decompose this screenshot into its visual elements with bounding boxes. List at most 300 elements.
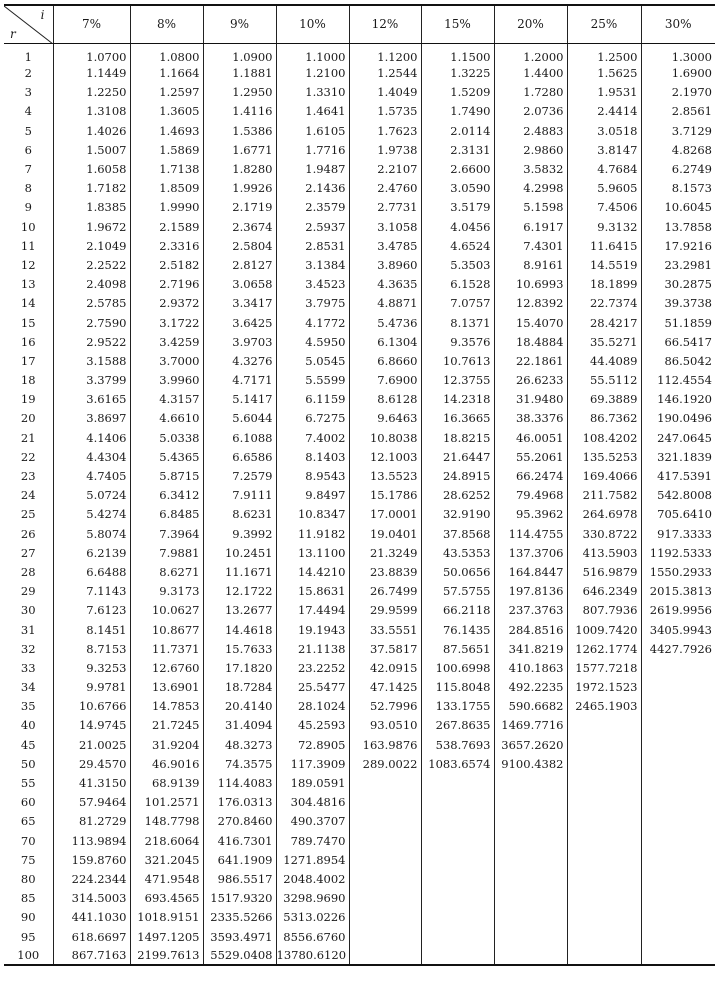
- table-row: [4, 716, 715, 735]
- factor-cell: [567, 754, 641, 773]
- factor-cell: [349, 927, 421, 946]
- factor-cell: 1.3225: [421, 64, 494, 83]
- factor-cell: 3.0658: [203, 275, 276, 294]
- rate-header: 12%: [349, 5, 421, 43]
- factor-cell: 1.1000: [276, 43, 349, 64]
- factor-cell: 72.8905: [276, 735, 349, 754]
- factor-cell: 6.1917: [494, 217, 567, 236]
- factor-cell: 5.0338: [130, 428, 203, 447]
- factor-cell: 1.7716: [276, 140, 349, 159]
- factor-cell: 5.3503: [421, 255, 494, 274]
- factor-cell: 2.7196: [130, 275, 203, 294]
- table-row: [4, 869, 715, 888]
- factor-cell: 5313.0226: [276, 908, 349, 927]
- factor-cell: 6.1528: [421, 275, 494, 294]
- factor-cell: 2.1589: [130, 217, 203, 236]
- factor-cell: 189.0591: [276, 773, 349, 792]
- table-row: [4, 447, 715, 466]
- factor-cell: 133.1755: [421, 697, 494, 716]
- rate-header: 7%: [53, 5, 130, 43]
- factor-cell: 3.7000: [130, 351, 203, 370]
- period-cell: 29: [4, 582, 53, 601]
- factor-cell: [349, 908, 421, 927]
- factor-cell: 26.7499: [349, 582, 421, 601]
- factor-cell: [567, 716, 641, 735]
- table-row: [4, 351, 715, 370]
- corner-cell: [4, 5, 53, 43]
- factor-cell: 14.2318: [421, 390, 494, 409]
- factor-cell: 1.5007: [53, 140, 130, 159]
- factor-cell: 789.7470: [276, 831, 349, 850]
- factor-cell: 542.8008: [641, 486, 715, 505]
- factor-cell: 492.2235: [494, 678, 567, 697]
- factor-cell: 5.6044: [203, 409, 276, 428]
- factor-cell: 19.1943: [276, 620, 349, 639]
- factor-cell: [349, 869, 421, 888]
- factor-cell: 4.3157: [130, 390, 203, 409]
- period-cell: 40: [4, 716, 53, 735]
- table-row: [4, 946, 715, 965]
- factor-cell: 224.2344: [53, 869, 130, 888]
- period-cell: 21: [4, 428, 53, 447]
- factor-cell: [567, 850, 641, 869]
- factor-cell: 211.7582: [567, 486, 641, 505]
- factor-cell: 7.4002: [276, 428, 349, 447]
- factor-cell: 2048.4002: [276, 869, 349, 888]
- table-row: [4, 140, 715, 159]
- table-row: [4, 390, 715, 409]
- rate-header: 15%: [421, 5, 494, 43]
- factor-cell: 1.6900: [641, 64, 715, 83]
- factor-cell: 43.5353: [421, 543, 494, 562]
- factor-cell: 44.4089: [567, 351, 641, 370]
- table-row: [4, 831, 715, 850]
- factor-cell: 416.7301: [203, 831, 276, 850]
- factor-cell: 1.0900: [203, 43, 276, 64]
- table-row: [4, 198, 715, 217]
- factor-cell: 21.6447: [421, 447, 494, 466]
- rate-header: 10%: [276, 5, 349, 43]
- period-cell: 12: [4, 255, 53, 274]
- factor-cell: 4.2998: [494, 179, 567, 198]
- factor-cell: 8.9543: [276, 466, 349, 485]
- factor-cell: 148.7798: [130, 812, 203, 831]
- factor-cell: [421, 869, 494, 888]
- factor-cell: 471.9548: [130, 869, 203, 888]
- factor-cell: 9.3173: [130, 582, 203, 601]
- factor-cell: 5.1598: [494, 198, 567, 217]
- factor-cell: 2.5785: [53, 294, 130, 313]
- factor-cell: [494, 773, 567, 792]
- factor-cell: 341.8219: [494, 639, 567, 658]
- period-cell: 65: [4, 812, 53, 831]
- factor-cell: 1.1500: [421, 43, 494, 64]
- table-row: [4, 371, 715, 390]
- factor-cell: 31.9480: [494, 390, 567, 409]
- period-cell: 1: [4, 43, 53, 64]
- factor-cell: 1.4641: [276, 102, 349, 121]
- factor-cell: 2.9860: [494, 140, 567, 159]
- factor-cell: 29.9599: [349, 601, 421, 620]
- factor-cell: 14.7853: [130, 697, 203, 716]
- factor-cell: 7.4301: [494, 236, 567, 255]
- factor-cell: 2.1436: [276, 179, 349, 198]
- factor-cell: 23.8839: [349, 562, 421, 581]
- table-row: [4, 121, 715, 140]
- factor-cell: 28.4217: [567, 313, 641, 332]
- factor-cell: 9.3132: [567, 217, 641, 236]
- factor-cell: 2.5937: [276, 217, 349, 236]
- factor-cell: 289.0022: [349, 754, 421, 773]
- factor-cell: 618.6697: [53, 927, 130, 946]
- factor-cell: [349, 946, 421, 965]
- table-row: [4, 658, 715, 677]
- factor-cell: 3.6165: [53, 390, 130, 409]
- factor-cell: 22.1861: [494, 351, 567, 370]
- factor-cell: 267.8635: [421, 716, 494, 735]
- factor-cell: 17.4494: [276, 601, 349, 620]
- factor-cell: 3.8147: [567, 140, 641, 159]
- factor-cell: [421, 889, 494, 908]
- factor-cell: 28.6252: [421, 486, 494, 505]
- table-row: [4, 102, 715, 121]
- factor-cell: 21.1138: [276, 639, 349, 658]
- factor-cell: 2199.7613: [130, 946, 203, 965]
- factor-cell: 11.6415: [567, 236, 641, 255]
- factor-cell: 21.7245: [130, 716, 203, 735]
- factor-cell: [349, 850, 421, 869]
- factor-cell: 2.0114: [421, 121, 494, 140]
- factor-cell: 69.3889: [567, 390, 641, 409]
- factor-cell: 8.7153: [53, 639, 130, 658]
- period-cell: 4: [4, 102, 53, 121]
- factor-cell: 1.8509: [130, 179, 203, 198]
- factor-cell: 3.1384: [276, 255, 349, 274]
- factor-cell: 1.3108: [53, 102, 130, 121]
- factor-cell: 7.3964: [130, 524, 203, 543]
- factor-cell: 8.1451: [53, 620, 130, 639]
- period-cell: 17: [4, 351, 53, 370]
- factor-cell: [494, 793, 567, 812]
- table-row: [4, 793, 715, 812]
- factor-cell: 8.1371: [421, 313, 494, 332]
- factor-cell: 2.0736: [494, 102, 567, 121]
- period-cell: 80: [4, 869, 53, 888]
- factor-cell: 2.1049: [53, 236, 130, 255]
- period-cell: 3: [4, 83, 53, 102]
- factor-cell: 30.2875: [641, 275, 715, 294]
- factor-cell: [641, 946, 715, 965]
- factor-cell: [494, 908, 567, 927]
- factor-cell: [494, 869, 567, 888]
- factor-cell: 2.4760: [349, 179, 421, 198]
- factor-cell: 14.5519: [567, 255, 641, 274]
- factor-cell: 6.6488: [53, 562, 130, 581]
- factor-cell: 9.3576: [421, 332, 494, 351]
- factor-cell: 135.5253: [567, 447, 641, 466]
- factor-cell: 7.6123: [53, 601, 130, 620]
- factor-cell: 3.9960: [130, 371, 203, 390]
- factor-cell: 66.5417: [641, 332, 715, 351]
- factor-cell: 112.4554: [641, 371, 715, 390]
- factor-cell: 15.1786: [349, 486, 421, 505]
- factor-cell: 1.5625: [567, 64, 641, 83]
- factor-cell: 176.0313: [203, 793, 276, 812]
- factor-cell: 81.2729: [53, 812, 130, 831]
- factor-cell: 1.4026: [53, 121, 130, 140]
- factor-cell: 3.4785: [349, 236, 421, 255]
- factor-cell: 413.5903: [567, 543, 641, 562]
- factor-cell: 18.4884: [494, 332, 567, 351]
- factor-cell: 100.6998: [421, 658, 494, 677]
- factor-cell: 10.2451: [203, 543, 276, 562]
- factor-cell: 3.4259: [130, 332, 203, 351]
- factor-cell: 4.7171: [203, 371, 276, 390]
- factor-cell: 23.2252: [276, 658, 349, 677]
- factor-cell: 13780.6120: [276, 946, 349, 965]
- factor-cell: 986.5517: [203, 869, 276, 888]
- period-cell: 55: [4, 773, 53, 792]
- factor-cell: 330.8722: [567, 524, 641, 543]
- factor-cell: 13.5523: [349, 466, 421, 485]
- factor-cell: 31.9204: [130, 735, 203, 754]
- factor-cell: 15.8631: [276, 582, 349, 601]
- table-row: [4, 927, 715, 946]
- table-row: [4, 505, 715, 524]
- period-cell: 100: [4, 946, 53, 965]
- period-cell: 9: [4, 198, 53, 217]
- table-row: [4, 678, 715, 697]
- factor-cell: 79.4968: [494, 486, 567, 505]
- factor-cell: 3405.9943: [641, 620, 715, 639]
- period-cell: 45: [4, 735, 53, 754]
- factor-cell: 13.6901: [130, 678, 203, 697]
- factor-cell: 10.7613: [421, 351, 494, 370]
- factor-cell: 6.2749: [641, 159, 715, 178]
- factor-cell: [641, 716, 715, 735]
- factor-cell: 113.9894: [53, 831, 130, 850]
- factor-cell: 3.1058: [349, 217, 421, 236]
- period-cell: 14: [4, 294, 53, 313]
- factor-cell: 47.1425: [349, 678, 421, 697]
- table-row: [4, 332, 715, 351]
- factor-cell: 5.9605: [567, 179, 641, 198]
- rate-header: 25%: [567, 5, 641, 43]
- factor-cell: 13.2677: [203, 601, 276, 620]
- factor-cell: 1.4116: [203, 102, 276, 121]
- period-cell: 70: [4, 831, 53, 850]
- factor-cell: 2.8561: [641, 102, 715, 121]
- factor-cell: 10.6993: [494, 275, 567, 294]
- factor-cell: 2.3674: [203, 217, 276, 236]
- factor-cell: 51.1859: [641, 313, 715, 332]
- factor-cell: 5529.0408: [203, 946, 276, 965]
- factor-cell: 1.2000: [494, 43, 567, 64]
- factor-cell: 1.9926: [203, 179, 276, 198]
- factor-cell: 3.0590: [421, 179, 494, 198]
- factor-cell: 35.5271: [567, 332, 641, 351]
- factor-cell: 42.0915: [349, 658, 421, 677]
- factor-cell: 25.5477: [276, 678, 349, 697]
- factor-cell: 66.2474: [494, 466, 567, 485]
- table-row: [4, 601, 715, 620]
- factor-cell: 137.3706: [494, 543, 567, 562]
- factor-cell: 4.6610: [130, 409, 203, 428]
- factor-cell: 1.2500: [567, 43, 641, 64]
- factor-cell: 55.2061: [494, 447, 567, 466]
- period-cell: 50: [4, 754, 53, 773]
- factor-cell: 7.9111: [203, 486, 276, 505]
- factor-cell: 304.4816: [276, 793, 349, 812]
- factor-cell: 4.4304: [53, 447, 130, 466]
- factor-cell: [494, 831, 567, 850]
- column-variable-label: i: [40, 8, 45, 22]
- factor-cell: 24.8915: [421, 466, 494, 485]
- factor-cell: 23.2981: [641, 255, 715, 274]
- header-row: [4, 5, 715, 43]
- factor-cell: 5.5599: [276, 371, 349, 390]
- factor-cell: 4.0456: [421, 217, 494, 236]
- factor-cell: 3.0518: [567, 121, 641, 140]
- factor-cell: 6.1159: [276, 390, 349, 409]
- table-row: [4, 64, 715, 83]
- factor-cell: 1.8280: [203, 159, 276, 178]
- factor-cell: 8.9161: [494, 255, 567, 274]
- factor-cell: 1.9990: [130, 198, 203, 217]
- factor-cell: 3.1588: [53, 351, 130, 370]
- table-row: [4, 294, 715, 313]
- factor-cell: 917.3333: [641, 524, 715, 543]
- factor-cell: 1550.2933: [641, 562, 715, 581]
- factor-cell: 12.1722: [203, 582, 276, 601]
- factor-cell: 3.3799: [53, 371, 130, 390]
- factor-cell: 321.2045: [130, 850, 203, 869]
- factor-cell: 410.1863: [494, 658, 567, 677]
- factor-cell: 18.8215: [421, 428, 494, 447]
- factor-cell: [567, 831, 641, 850]
- factor-cell: 6.3412: [130, 486, 203, 505]
- factor-cell: 1.3605: [130, 102, 203, 121]
- period-cell: 25: [4, 505, 53, 524]
- period-cell: 30: [4, 601, 53, 620]
- factor-cell: [641, 889, 715, 908]
- factor-cell: 1009.7420: [567, 620, 641, 639]
- factor-cell: 807.7936: [567, 601, 641, 620]
- table-row: [4, 812, 715, 831]
- table-row: [4, 179, 715, 198]
- factor-cell: 1.9531: [567, 83, 641, 102]
- factor-cell: 3.3417: [203, 294, 276, 313]
- factor-cell: 18.7284: [203, 678, 276, 697]
- factor-cell: 2.5182: [130, 255, 203, 274]
- table-row: [4, 428, 715, 447]
- factor-cell: [641, 908, 715, 927]
- factor-cell: 8.6231: [203, 505, 276, 524]
- factor-cell: 13.1100: [276, 543, 349, 562]
- factor-cell: [421, 831, 494, 850]
- factor-cell: 1.4400: [494, 64, 567, 83]
- factor-cell: 7.4506: [567, 198, 641, 217]
- period-cell: 85: [4, 889, 53, 908]
- factor-cell: 2335.5266: [203, 908, 276, 927]
- table-row: [4, 889, 715, 908]
- factor-cell: 417.5391: [641, 466, 715, 485]
- factor-cell: 1972.1523: [567, 678, 641, 697]
- table-row: [4, 620, 715, 639]
- factor-cell: 3.6425: [203, 313, 276, 332]
- factor-cell: 10.8038: [349, 428, 421, 447]
- factor-cell: [421, 773, 494, 792]
- table-row: [4, 486, 715, 505]
- factor-cell: 1.0800: [130, 43, 203, 64]
- factor-cell: 5.1417: [203, 390, 276, 409]
- factor-cell: 7.2579: [203, 466, 276, 485]
- table-row: [4, 754, 715, 773]
- factor-cell: 17.9216: [641, 236, 715, 255]
- factor-cell: [567, 908, 641, 927]
- factor-cell: 1262.1774: [567, 639, 641, 658]
- factor-cell: 6.6586: [203, 447, 276, 466]
- factor-cell: 11.7371: [130, 639, 203, 658]
- factor-cell: 9.9781: [53, 678, 130, 697]
- table-row: [4, 697, 715, 716]
- factor-cell: 284.8516: [494, 620, 567, 639]
- factor-cell: 66.2118: [421, 601, 494, 620]
- factor-cell: 2.3316: [130, 236, 203, 255]
- factor-cell: 15.4070: [494, 313, 567, 332]
- period-cell: 34: [4, 678, 53, 697]
- factor-cell: 10.0627: [130, 601, 203, 620]
- factor-cell: 590.6682: [494, 697, 567, 716]
- factor-cell: 57.5755: [421, 582, 494, 601]
- factor-cell: [421, 850, 494, 869]
- factor-cell: [641, 678, 715, 697]
- factor-cell: 159.8760: [53, 850, 130, 869]
- factor-cell: 55.5112: [567, 371, 641, 390]
- factor-cell: [641, 927, 715, 946]
- table-row: [4, 639, 715, 658]
- factor-cell: 46.0051: [494, 428, 567, 447]
- factor-cell: 1.5386: [203, 121, 276, 140]
- factor-cell: 3.5832: [494, 159, 567, 178]
- table-row: [4, 217, 715, 236]
- factor-cell: 117.3909: [276, 754, 349, 773]
- factor-cell: [494, 812, 567, 831]
- period-cell: 18: [4, 371, 53, 390]
- factor-cell: 1.5869: [130, 140, 203, 159]
- factor-cell: 1.6105: [276, 121, 349, 140]
- factor-cell: 4427.7926: [641, 639, 715, 658]
- factor-cell: 6.8485: [130, 505, 203, 524]
- factor-cell: 15.7633: [203, 639, 276, 658]
- factor-cell: 2.4414: [567, 102, 641, 121]
- factor-cell: 29.4570: [53, 754, 130, 773]
- factor-cell: 1.8385: [53, 198, 130, 217]
- factor-cell: [641, 812, 715, 831]
- factor-cell: 538.7693: [421, 735, 494, 754]
- factor-cell: 2.4883: [494, 121, 567, 140]
- rate-header: 30%: [641, 5, 715, 43]
- factor-cell: 516.9879: [567, 562, 641, 581]
- factor-cell: 6.7275: [276, 409, 349, 428]
- factor-cell: 321.1839: [641, 447, 715, 466]
- period-cell: 2: [4, 64, 53, 83]
- factor-cell: 2.7731: [349, 198, 421, 217]
- period-cell: 28: [4, 562, 53, 581]
- rate-header: 9%: [203, 5, 276, 43]
- table-body: [4, 43, 715, 965]
- factor-cell: 2.3579: [276, 198, 349, 217]
